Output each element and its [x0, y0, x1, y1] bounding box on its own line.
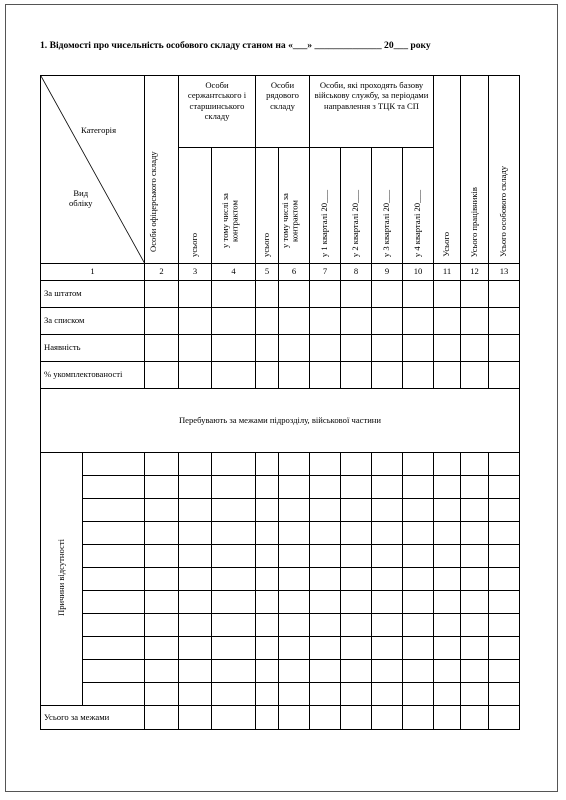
cell[interactable] — [212, 637, 256, 660]
cell[interactable] — [403, 545, 434, 568]
cell[interactable] — [341, 522, 372, 545]
cell[interactable] — [83, 568, 145, 591]
cell[interactable] — [179, 499, 212, 522]
cell[interactable] — [212, 522, 256, 545]
cell[interactable] — [434, 614, 461, 637]
cell[interactable] — [310, 308, 341, 335]
row-label-present: Наявність — [41, 335, 145, 362]
cell[interactable] — [341, 683, 372, 706]
row-label-staff: За штатом — [41, 281, 145, 308]
cell[interactable] — [279, 362, 310, 389]
cell[interactable] — [310, 706, 341, 730]
header-sergeants-total: усього — [179, 148, 212, 264]
cell[interactable] — [403, 362, 434, 389]
cell[interactable] — [461, 706, 489, 730]
cell[interactable] — [461, 362, 489, 389]
header-q3: у 3 кварталі 20___ — [372, 148, 403, 264]
table-row — [41, 683, 520, 706]
column-number: 8 — [341, 264, 372, 281]
cell[interactable] — [256, 637, 279, 660]
cell[interactable] — [256, 614, 279, 637]
cell[interactable] — [403, 476, 434, 499]
header-total: Усього — [434, 76, 461, 264]
cell[interactable] — [341, 476, 372, 499]
header-privates: Особи рядового складу — [256, 76, 310, 148]
cell[interactable] — [279, 591, 310, 614]
cell[interactable] — [310, 568, 341, 591]
column-number: 6 — [279, 264, 310, 281]
cell[interactable] — [256, 335, 279, 362]
cell[interactable] — [434, 476, 461, 499]
cell[interactable] — [461, 545, 489, 568]
cell[interactable] — [212, 614, 256, 637]
column-number: 9 — [372, 264, 403, 281]
cell[interactable] — [310, 545, 341, 568]
column-number: 3 — [179, 264, 212, 281]
cell[interactable] — [310, 335, 341, 362]
cell[interactable] — [179, 706, 212, 730]
cell[interactable] — [434, 308, 461, 335]
cell[interactable] — [434, 362, 461, 389]
cell[interactable] — [434, 281, 461, 308]
cell[interactable] — [212, 453, 256, 476]
cell[interactable] — [461, 453, 489, 476]
cell[interactable] — [461, 568, 489, 591]
cell[interactable] — [145, 614, 179, 637]
table-row — [41, 591, 520, 614]
cell[interactable] — [434, 660, 461, 683]
cell[interactable] — [341, 453, 372, 476]
cell[interactable] — [145, 476, 179, 499]
cell[interactable] — [489, 637, 520, 660]
header-personnel: Усього особового складу — [489, 76, 520, 264]
cell[interactable] — [434, 591, 461, 614]
cell[interactable] — [403, 683, 434, 706]
cell[interactable] — [279, 453, 310, 476]
cell[interactable] — [372, 591, 403, 614]
cell[interactable] — [489, 281, 520, 308]
cell[interactable] — [372, 660, 403, 683]
cell[interactable] — [341, 335, 372, 362]
cell[interactable] — [256, 362, 279, 389]
cell[interactable] — [461, 308, 489, 335]
cell[interactable] — [434, 637, 461, 660]
cell[interactable] — [434, 683, 461, 706]
cell[interactable] — [83, 499, 145, 522]
cell[interactable] — [403, 591, 434, 614]
form-title: 1. Відомості про чисельність особового складу станом на «___» ______________ 20___ року — [40, 40, 431, 51]
cell[interactable] — [372, 476, 403, 499]
cell[interactable] — [179, 545, 212, 568]
cell[interactable] — [372, 522, 403, 545]
cell[interactable] — [83, 637, 145, 660]
cell[interactable] — [279, 281, 310, 308]
cell[interactable] — [279, 660, 310, 683]
cell[interactable] — [372, 362, 403, 389]
cell[interactable] — [145, 660, 179, 683]
header-officers: Особи офіцерського складу — [145, 76, 179, 264]
cell[interactable] — [179, 476, 212, 499]
column-number: 7 — [310, 264, 341, 281]
cell[interactable] — [461, 522, 489, 545]
cell[interactable] — [403, 308, 434, 335]
cell[interactable] — [341, 499, 372, 522]
cell[interactable] — [461, 476, 489, 499]
table-row — [41, 499, 520, 522]
cell[interactable] — [145, 545, 179, 568]
cell[interactable] — [341, 308, 372, 335]
cell[interactable] — [256, 683, 279, 706]
cell[interactable] — [489, 335, 520, 362]
cell[interactable] — [83, 660, 145, 683]
cell[interactable] — [212, 308, 256, 335]
record-type-label — [69, 188, 92, 209]
cell[interactable] — [145, 683, 179, 706]
cell[interactable] — [310, 591, 341, 614]
cell[interactable] — [83, 545, 145, 568]
header-q4: у 4 кварталі 20___ — [403, 148, 434, 264]
column-number: 2 — [145, 264, 179, 281]
cell[interactable] — [212, 476, 256, 499]
cell[interactable] — [434, 706, 461, 730]
cell[interactable] — [434, 335, 461, 362]
cell[interactable] — [341, 281, 372, 308]
cell[interactable] — [461, 660, 489, 683]
cell[interactable] — [145, 499, 179, 522]
cell[interactable] — [279, 499, 310, 522]
cell[interactable] — [434, 568, 461, 591]
cell[interactable] — [434, 522, 461, 545]
cell[interactable] — [403, 522, 434, 545]
column-number: 10 — [403, 264, 434, 281]
table-row — [41, 453, 520, 476]
cell[interactable] — [279, 683, 310, 706]
cell[interactable] — [279, 522, 310, 545]
cell[interactable] — [179, 637, 212, 660]
cell[interactable] — [256, 453, 279, 476]
table-row — [41, 335, 520, 362]
cell[interactable] — [279, 568, 310, 591]
cell[interactable] — [145, 281, 179, 308]
cell[interactable] — [372, 614, 403, 637]
cell[interactable] — [372, 308, 403, 335]
cell[interactable] — [145, 335, 179, 362]
cell[interactable] — [341, 706, 372, 730]
cell[interactable] — [341, 591, 372, 614]
cell[interactable] — [256, 591, 279, 614]
cell[interactable] — [145, 568, 179, 591]
cell[interactable] — [403, 335, 434, 362]
column-number: 12 — [461, 264, 489, 281]
cell[interactable] — [179, 362, 212, 389]
cell[interactable] — [179, 614, 212, 637]
cell[interactable] — [212, 706, 256, 730]
cell[interactable] — [489, 476, 520, 499]
cell[interactable] — [461, 683, 489, 706]
cell[interactable] — [256, 522, 279, 545]
table-row — [41, 281, 520, 308]
cell[interactable] — [403, 499, 434, 522]
header-workers: Усього працівників — [461, 76, 489, 264]
cell[interactable] — [279, 308, 310, 335]
cell[interactable] — [279, 476, 310, 499]
cell[interactable] — [434, 545, 461, 568]
cell[interactable] — [372, 453, 403, 476]
cell[interactable] — [403, 614, 434, 637]
cell[interactable] — [341, 614, 372, 637]
cell[interactable] — [341, 362, 372, 389]
cell[interactable] — [256, 308, 279, 335]
cell[interactable] — [310, 476, 341, 499]
cell[interactable] — [461, 614, 489, 637]
cell[interactable] — [489, 545, 520, 568]
cell[interactable] — [489, 660, 520, 683]
cell[interactable] — [83, 476, 145, 499]
cell[interactable] — [310, 362, 341, 389]
table-row — [41, 660, 520, 683]
cell[interactable] — [256, 499, 279, 522]
cell[interactable] — [212, 683, 256, 706]
table-row — [41, 637, 520, 660]
cell[interactable] — [83, 614, 145, 637]
cell[interactable] — [372, 706, 403, 730]
cell[interactable] — [256, 706, 279, 730]
header-privates-total: усього — [256, 148, 279, 264]
cell[interactable] — [489, 614, 520, 637]
table-row — [41, 522, 520, 545]
column-number: 4 — [212, 264, 256, 281]
record-type-line2: обліку — [69, 198, 93, 209]
cell[interactable] — [256, 545, 279, 568]
table-row — [41, 706, 520, 730]
header-q2: у 2 кварталі 20___ — [341, 148, 372, 264]
cell[interactable] — [145, 591, 179, 614]
cell[interactable] — [310, 499, 341, 522]
cell[interactable] — [403, 453, 434, 476]
cell[interactable] — [372, 281, 403, 308]
cell[interactable] — [179, 522, 212, 545]
cell[interactable] — [372, 499, 403, 522]
diagonal-line — [41, 76, 145, 264]
cell[interactable] — [279, 545, 310, 568]
cell[interactable] — [145, 453, 179, 476]
cell[interactable] — [489, 683, 520, 706]
cell[interactable] — [212, 660, 256, 683]
header-q1: у 1 кварталі 20___ — [310, 148, 341, 264]
table-row — [41, 545, 520, 568]
column-numbers-row — [41, 264, 520, 281]
column-number: 1 — [41, 264, 145, 281]
table-row — [41, 614, 520, 637]
table-row — [41, 476, 520, 499]
header-sergeants: Особи сержантського і старшинського складу — [179, 76, 256, 148]
cell[interactable] — [434, 453, 461, 476]
cell[interactable] — [145, 362, 179, 389]
cell[interactable] — [212, 591, 256, 614]
cell[interactable] — [310, 660, 341, 683]
cell[interactable] — [341, 568, 372, 591]
cell[interactable] — [341, 637, 372, 660]
cell[interactable] — [489, 706, 520, 730]
outside-section-title: Перебувають за межами підрозділу, військової частини — [41, 389, 520, 453]
cell[interactable] — [310, 683, 341, 706]
row-label-list: За списком — [41, 308, 145, 335]
cell[interactable] — [461, 335, 489, 362]
cell[interactable] — [489, 568, 520, 591]
cell[interactable] — [83, 591, 145, 614]
cell[interactable] — [461, 499, 489, 522]
cell[interactable] — [403, 568, 434, 591]
cell[interactable] — [256, 281, 279, 308]
table-row — [41, 362, 520, 389]
cell[interactable] — [461, 637, 489, 660]
cell[interactable] — [310, 614, 341, 637]
header-sergeants-contract: у тому числі за контрактом — [212, 148, 256, 264]
cell[interactable] — [83, 683, 145, 706]
cell[interactable] — [310, 522, 341, 545]
cell[interactable] — [179, 568, 212, 591]
cell[interactable] — [372, 637, 403, 660]
cell[interactable] — [212, 335, 256, 362]
header-basic-service: Особи, які проходять базову військову службу, за періодами направлення з ТЦК та СП — [310, 76, 434, 148]
cell[interactable] — [461, 591, 489, 614]
cell[interactable] — [145, 308, 179, 335]
cell[interactable] — [310, 637, 341, 660]
cell[interactable] — [489, 308, 520, 335]
column-number: 5 — [256, 264, 279, 281]
cell[interactable] — [489, 522, 520, 545]
cell[interactable] — [212, 499, 256, 522]
cell[interactable] — [489, 362, 520, 389]
cell[interactable] — [372, 545, 403, 568]
cell[interactable] — [489, 499, 520, 522]
absence-reasons-label: Причини відсутності — [41, 453, 83, 706]
column-number: 13 — [489, 264, 520, 281]
cell[interactable] — [83, 522, 145, 545]
category-label: Категорія — [81, 125, 117, 135]
cell[interactable] — [489, 591, 520, 614]
cell[interactable] — [179, 591, 212, 614]
row-label-total-outside: Усього за межами — [41, 706, 145, 730]
header-privates-contract: у тому числі за контрактом — [279, 148, 310, 264]
cell[interactable] — [279, 335, 310, 362]
cell[interactable] — [310, 453, 341, 476]
cell[interactable] — [256, 660, 279, 683]
cell[interactable] — [461, 281, 489, 308]
cell[interactable] — [212, 281, 256, 308]
row-label-percent: % укомплектованості — [41, 362, 145, 389]
cell[interactable] — [212, 362, 256, 389]
personnel-table — [40, 75, 520, 730]
record-type-line1: Вид — [73, 188, 89, 198]
cell[interactable] — [145, 637, 179, 660]
column-number: 11 — [434, 264, 461, 281]
cell[interactable] — [279, 637, 310, 660]
cell[interactable] — [341, 660, 372, 683]
cell[interactable] — [179, 660, 212, 683]
cell[interactable] — [279, 706, 310, 730]
cell[interactable] — [256, 476, 279, 499]
cell[interactable] — [372, 568, 403, 591]
cell[interactable] — [434, 499, 461, 522]
cell[interactable] — [145, 706, 179, 730]
cell[interactable] — [256, 568, 279, 591]
cell[interactable] — [310, 281, 341, 308]
cell[interactable] — [341, 545, 372, 568]
cell[interactable] — [179, 308, 212, 335]
cell[interactable] — [179, 683, 212, 706]
cell[interactable] — [279, 614, 310, 637]
cell[interactable] — [403, 660, 434, 683]
cell[interactable] — [212, 545, 256, 568]
cell[interactable] — [179, 453, 212, 476]
cell[interactable] — [489, 453, 520, 476]
cell[interactable] — [403, 706, 434, 730]
cell[interactable] — [145, 522, 179, 545]
cell[interactable] — [403, 281, 434, 308]
table-row — [41, 308, 520, 335]
cell[interactable] — [179, 335, 212, 362]
table-row — [41, 568, 520, 591]
cell[interactable] — [179, 281, 212, 308]
cell[interactable] — [372, 335, 403, 362]
cell[interactable] — [372, 683, 403, 706]
cell[interactable] — [83, 453, 145, 476]
cell[interactable] — [212, 568, 256, 591]
category-diagonal-cell — [41, 76, 145, 264]
cell[interactable] — [403, 637, 434, 660]
